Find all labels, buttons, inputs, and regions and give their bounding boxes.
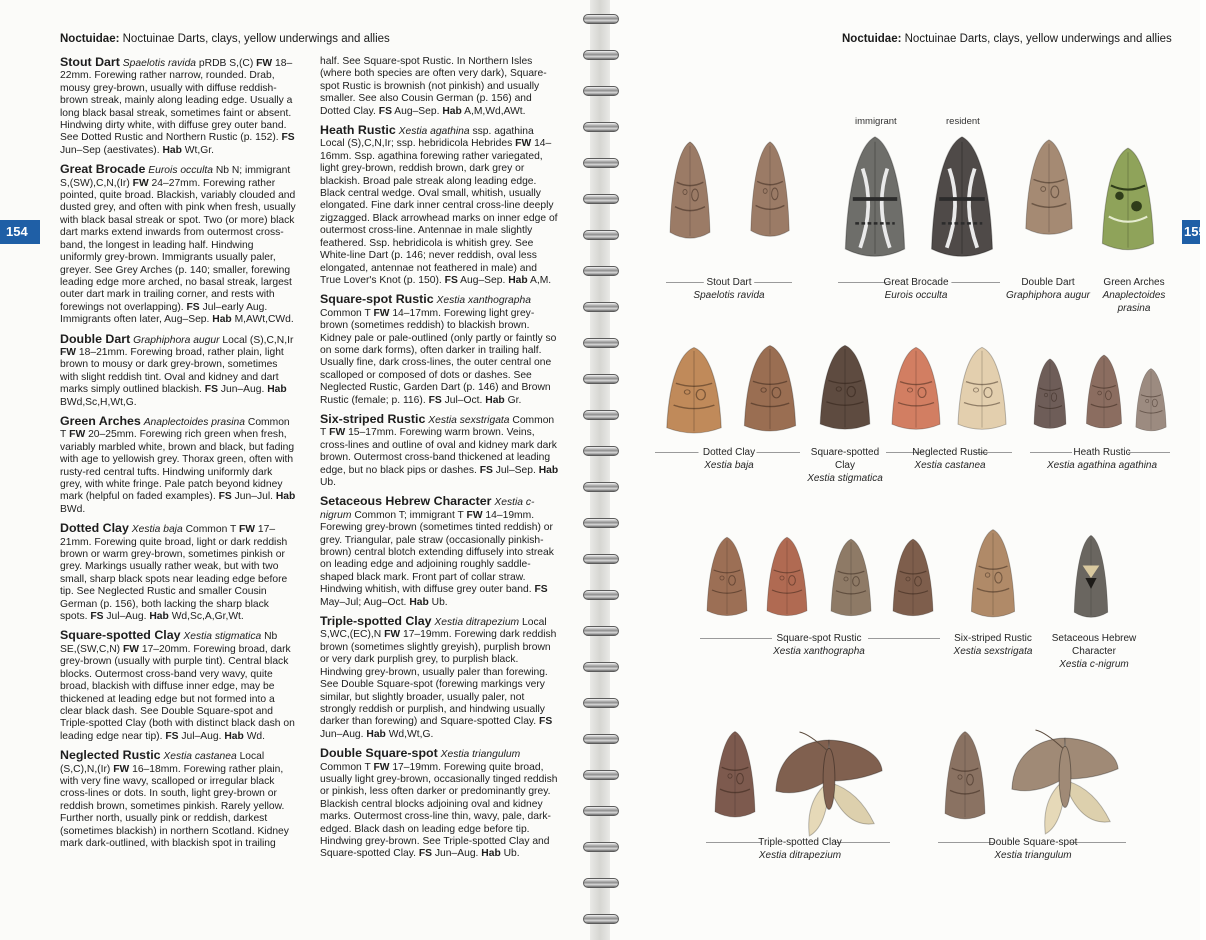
- hab-label: Hab: [366, 728, 386, 740]
- habitat: BWd.: [60, 503, 86, 515]
- habitat: A,M,Wd,AWt.: [464, 105, 526, 117]
- species-description: 17–19mm. Forewing dark reddish brown (sometimes slightly greyish), purplish brown or very dark purplish grey, to purplish black. Hindwing grey-brown, usually paler than forewing. See Double Square-spot (forewing markings very similar, but slightly broader, usually paler, not strongly reddish or purplish, and hindwing usually darker than forewing) and Square-spotted Clay.: [320, 629, 557, 728]
- moth-setaceous-hebrew-character: [1070, 532, 1112, 624]
- running-head-subtitle: Noctuinae Darts, clays, yellow underwings and allies: [122, 33, 390, 45]
- binding-ring: [583, 158, 619, 168]
- species-status: Common T: [60, 416, 290, 441]
- species-description: 14–19mm. Forewing grey-brown (sometimes tinted reddish) or grey. Triangular, pale straw (occasionally pinkish-brown) central blotch extending diffusely into streak on leading edge and adjoining roughly saddle-shaped black mark. Front part of collar straw. Hindwing whitish, with diffuse grey outer band.: [320, 509, 554, 596]
- caption-latin: Xestia agathina agathina: [1046, 460, 1158, 471]
- species-status: Local (S),C,N,Ir: [222, 334, 294, 346]
- species-entry: [320, 747, 560, 861]
- species-latin-name: Xestia baja: [131, 524, 183, 536]
- flight-season: Aug–Sep.: [460, 274, 506, 286]
- caption-triple-spotted-clay: [738, 836, 862, 862]
- binding-ring: [583, 50, 619, 60]
- caption-latin: Graphiphora augur: [1006, 290, 1090, 301]
- habitat: Wd,Wt,G.: [388, 728, 434, 740]
- moth-stout-dart: [746, 138, 794, 244]
- fw-label: FW: [69, 429, 86, 441]
- binding-ring: [583, 482, 619, 492]
- species-status: Local (S,C),N,(Ir): [60, 751, 265, 775]
- hab-label: Hab: [267, 384, 287, 396]
- binding-ring: [583, 194, 619, 204]
- form-label-immigrant: immigrant: [855, 116, 897, 127]
- species-status: Common T: [320, 761, 371, 773]
- flight-season: May–Jul; Aug–Oct.: [320, 596, 407, 608]
- binding-ring: [583, 590, 619, 600]
- binding-ring: [583, 626, 619, 636]
- species-name: Stout Dart: [60, 55, 120, 69]
- caption-latin: Xestia sexstrigata: [953, 646, 1033, 657]
- fw-label: FW: [373, 761, 390, 773]
- caption-name: Setaceous Hebrew Character: [1051, 633, 1137, 657]
- moth-square-spot-rustic: [888, 536, 938, 622]
- species-entry: [60, 56, 296, 157]
- fs-label: FS: [479, 464, 493, 476]
- species-latin-name: Xestia triangulum: [440, 749, 521, 761]
- species-name: Green Arches: [60, 413, 141, 428]
- species-entry: [60, 415, 296, 516]
- species-latin-name: Graphiphora augur: [133, 334, 220, 346]
- species-name: Double Square-spot: [320, 746, 438, 761]
- species-description: 17–20mm. Forewing broad, dark grey-brown (usually with purple tint). Central black blocks. Outermost cross-band very wavy, quite broad, blackish with diffuse inner edge, may be thickened at leading edge but not formed into a clear black dash. See Double Square-spot and Triple-spotted Clay (both with distinct black dash on leading edge near tip).: [60, 643, 295, 742]
- habitat: Gr.: [507, 394, 522, 406]
- caption-latin: Xestia stigmatica: [807, 473, 883, 484]
- hab-label: Hab: [224, 730, 244, 742]
- species-latin-name: Anaplectoides prasina: [143, 416, 246, 428]
- binding-ring: [583, 662, 619, 672]
- species-status: Nb N; immigrant S,(SW),C,N,(Ir): [60, 165, 291, 189]
- moth-double-dart: [1020, 136, 1078, 242]
- binding-ring: [583, 806, 619, 816]
- caption-double-dart: [1000, 276, 1096, 302]
- binding-ring: [583, 122, 619, 132]
- hab-label: Hab: [485, 394, 505, 406]
- running-head-family: Noctuidae:: [60, 33, 120, 45]
- species-latin-name: Xestia agathina: [398, 126, 470, 138]
- habitat: BWd,Sc,H,Wt,G.: [60, 396, 137, 408]
- binding-ring: [583, 230, 619, 240]
- caption-name: Square-spotted Clay: [810, 447, 880, 471]
- page-number-tab-left: 154: [0, 220, 40, 244]
- species-description: 18–21mm. Forewing broad, rather plain, light brown to mousy or dark grey-brown, sometimes with slight reddish tint. Oval and kidney and dart marks simply outlined blackish.: [60, 346, 284, 396]
- species-name: Six-striped Rustic: [320, 411, 426, 426]
- hab-label: Hab: [442, 105, 462, 117]
- running-head-subtitle: Noctuinae Darts, clays, yellow underwings and allies: [904, 33, 1172, 45]
- species-entry: [320, 293, 560, 407]
- species-name: Double Dart: [60, 331, 131, 346]
- species-entry: [60, 629, 296, 743]
- species-name: Neglected Rustic: [60, 748, 161, 763]
- fs-label: FS: [378, 105, 392, 117]
- moth-green-arches: [1096, 144, 1160, 258]
- species-entry: [60, 749, 296, 850]
- binding-ring: [583, 554, 619, 564]
- species-description: 17–21mm. Forewing quite broad, light or dark reddish brown or warm grey-brown, sometimes pinkish or grey. Markings usually rather weak, but with two small, sharp black spots near leading edge before tip. See Neglected Rustic and smaller Cousin German (p. 156), both lacking the sharp black spots.: [60, 524, 288, 623]
- caption-latin: Spaelotis ravida: [693, 290, 765, 301]
- moth-square-spotted-clay: [814, 342, 876, 436]
- caption-latin: Xestia c-nigrum: [1059, 659, 1129, 670]
- caption-latin: Eurois occulta: [884, 290, 948, 301]
- caption-name: Triple-spotted Clay: [758, 837, 842, 848]
- caption-latin: Xestia castanea: [914, 460, 986, 471]
- species-status: ssp. agathina Local (S),C,N,Ir; ssp. hebridicola Hebrides: [320, 126, 534, 150]
- binding-ring: [583, 878, 619, 888]
- species-description: 18–22mm. Forewing rather narrow, rounded. Drab, mousy grey-brown, usually with diffuse reddish-brown streak, mainly along leading edge. Usually a long black basal streak, sometimes faint or absent. Hindwing dirty white, with diffuse grey outer band. See Dotted Rustic and Northern Rustic (p. 152).: [60, 58, 293, 144]
- flight-season: Jul–early Aug. Immigrants often later, Aug–Sep.: [60, 301, 268, 326]
- hab-label: Hab: [409, 596, 429, 608]
- species-entry: [320, 56, 560, 118]
- moth-square-spot-rustic: [762, 534, 812, 622]
- moth-great-brocade-immigrant: [838, 132, 912, 266]
- page-number-tab-right: 155: [1182, 220, 1200, 244]
- species-description: 24–27mm. Forewing rather pointed, quite broad. Blackish, variably clouded and dusted grey, and often with pink when fresh, usually with black basal streak or spot. Two (or more) black dart marks extend inwards from outermost cross-band, the longest in leading half. Hindwing uniformly grey-brown. Immigrants usually paler, greyer. See Grey Arches (p. 140; smaller, forewing leading edge more arched, no basal streak, largest outer dart mark in trailing corner, and rests with forewings not overlapping).: [60, 177, 296, 313]
- fw-label: FW: [373, 307, 390, 319]
- fw-label: FW: [329, 427, 346, 439]
- caption-name: Dotted Clay: [702, 447, 756, 458]
- fs-label: FS: [428, 394, 442, 406]
- caption-name: Green Arches: [1103, 277, 1165, 288]
- flight-season: Jul–Aug.: [181, 730, 222, 742]
- caption-double-square-spot: [970, 836, 1096, 862]
- species-entry: [320, 413, 560, 489]
- fw-label: FW: [384, 629, 401, 641]
- fs-label: FS: [444, 274, 458, 286]
- caption-square-spotted-clay: [806, 446, 884, 485]
- caption-six-striped-rustic: [948, 632, 1038, 658]
- fw-label: FW: [60, 346, 77, 358]
- moth-heath-rustic: [1030, 356, 1070, 434]
- species-entry: [320, 495, 560, 609]
- caption-neglected-rustic: [896, 446, 1004, 472]
- species-latin-name: Xestia castanea: [163, 751, 237, 763]
- caption-name: Square-spot Rustic: [776, 633, 862, 644]
- species-description: 16–18mm. Forewing rather plain, with very fine wavy, scalloped or irregular black cross-lines or dots. In south, light grey-brown or reddish brown, sometimes pinkish. Rarely yellow. Further north, usually pink or reddish, darkest (sometimes blackish) in northern Scotland. Kidney mark dark-outlined, with blackish spot in trailing: [60, 763, 289, 849]
- species-status: Common T: [185, 524, 237, 536]
- hab-label: Hab: [149, 611, 169, 623]
- fw-label: FW: [132, 177, 149, 189]
- moth-neglected-rustic: [886, 344, 946, 436]
- moth-stout-dart: [665, 138, 715, 246]
- habitat: Wd,Sc,A,Gr,Wt.: [171, 611, 244, 623]
- binding-ring: [583, 770, 619, 780]
- species-name: Triple-spotted Clay: [320, 614, 432, 629]
- species-name: Great Brocade: [60, 162, 146, 177]
- flight-season: Aug–Sep.: [394, 105, 440, 117]
- caption-name: Heath Rustic: [1073, 447, 1131, 458]
- binding-ring: [583, 734, 619, 744]
- fs-label: FS: [534, 584, 548, 596]
- fs-label: FS: [418, 848, 433, 860]
- caption-heath-rustic: [1038, 446, 1166, 472]
- caption-name: Double Dart: [1021, 277, 1075, 288]
- species-latin-name: Eurois occulta: [148, 165, 213, 177]
- flight-season: Jul–Aug.: [106, 611, 147, 623]
- fs-label: FS: [165, 730, 179, 742]
- fw-label: FW: [466, 509, 483, 521]
- species-text-column-2: [320, 56, 560, 867]
- moth-neglected-rustic: [952, 344, 1012, 436]
- caption-name: Great Brocade: [883, 277, 949, 288]
- flight-season: Jun–Aug.: [220, 384, 265, 396]
- species-description: 14–17mm. Forewing light grey-brown (sometimes reddish) to blackish brown. Kidney pale or pale-outlined (only partly or faintly so on some dark forms), often darker in trailing half. Usually fine, dark cross-lines, the outer central one scalloped or composed of dots or dashes. See Neglected Rustic, Garden Dart (p. 146) and Brown Rustic (female; p. 116).: [320, 307, 557, 406]
- species-description: 14–16mm. Ssp. agathina forewing rather variegated, light grey-brown, reddish brown, dark grey or blackish. Broad pale streak along leading edge. Black central wedge. Oval small, whitish, usually elongated. Fine dark inner central cross-line deeply zigzagged. Black arrowhead marks on inner edge of outermost cross-line. Antennae in male slightly feathered. Ssp. hebridicola is whitish grey. See White-line Dart (p. 146; never reddish, oval less elongated, antennae not feathered in male) and True Lover's Knot (p. 150).: [320, 138, 558, 286]
- habitat: Ub.: [431, 596, 448, 608]
- habitat: Wd.: [246, 730, 265, 742]
- hab-label: Hab: [212, 314, 232, 326]
- fs-label: FS: [186, 301, 200, 313]
- species-status: Common T: [320, 414, 555, 439]
- hab-label: Hab: [275, 491, 296, 503]
- moth-heath-rustic: [1132, 366, 1170, 436]
- fw-label: FW: [113, 763, 130, 775]
- species-description: half. See Square-spot Rustic. In Northern Isles (where both species are often very dark), Square-spot Rustic is brownish (not pinkish) and usually smaller. See also Cousin German (p. 156) and Dotted Clay.: [320, 56, 547, 117]
- species-status: Common T: [320, 307, 371, 319]
- species-name: Setaceous Hebrew Character: [320, 494, 492, 509]
- caption-green-arches: [1092, 276, 1176, 315]
- fs-label: FS: [539, 716, 553, 728]
- caption-latin: Xestia baja: [704, 460, 754, 471]
- species-entry: [320, 615, 560, 741]
- caption-stout-dart: [666, 276, 792, 302]
- binding-ring: [583, 266, 619, 276]
- habitat: Ub.: [320, 477, 337, 488]
- species-description: 15–17mm. Forewing warm brown. Veins, cross-lines and outline of oval and kidney mark dark brown. Outermost cross-band thickened at leading edge, but no black pips or dashes.: [320, 427, 557, 476]
- habitat: A,M.: [529, 274, 552, 286]
- species-latin-name: Xestia sexstrigata: [428, 414, 510, 426]
- fs-label: FS: [281, 132, 295, 144]
- species-latin-name: Xestia stigmatica: [183, 631, 262, 643]
- form-label-resident: resident: [946, 116, 980, 127]
- flight-season: Jul–Sep.: [495, 464, 536, 476]
- binding-ring: [583, 338, 619, 348]
- moth-double-square-spot-spread: [1006, 728, 1124, 840]
- fs-label: FS: [204, 384, 218, 396]
- moth-square-spot-rustic: [702, 534, 752, 622]
- species-entry: [60, 333, 296, 409]
- fs-label: FS: [218, 491, 232, 503]
- species-latin-name: Xestia ditrapezium: [434, 617, 520, 629]
- moth-triple-spotted-clay-spread: [770, 730, 888, 842]
- species-status: pRDB S,(C): [198, 58, 254, 69]
- moth-six-striped-rustic: [966, 526, 1020, 624]
- species-status: Common T; immigrant T: [354, 509, 464, 521]
- binding-ring: [583, 446, 619, 456]
- species-latin-name: Spaelotis ravida: [122, 58, 197, 69]
- habitat: Wt,Gr.: [184, 144, 214, 156]
- caption-name: Six-striped Rustic: [954, 633, 1032, 644]
- moth-great-brocade-resident: [924, 132, 1000, 266]
- binding-ring: [583, 518, 619, 528]
- caption-latin: Xestia triangulum: [994, 850, 1072, 861]
- binding-ring: [583, 302, 619, 312]
- species-latin-name: Xestia xanthographa: [436, 295, 531, 307]
- fw-label: FW: [256, 58, 273, 69]
- hab-label: Hab: [481, 848, 501, 860]
- species-entry: [60, 522, 296, 623]
- moth-square-spot-rustic: [826, 536, 876, 622]
- binding-ring: [583, 698, 619, 708]
- flight-season: Jul–Oct.: [444, 394, 483, 406]
- hab-label: Hab: [508, 274, 528, 286]
- caption-latin: Xestia xanthographa: [773, 646, 865, 657]
- binding-ring: [583, 14, 619, 24]
- fw-label: FW: [239, 524, 256, 536]
- moth-heath-rustic: [1082, 352, 1126, 434]
- species-status: Nb SE,(SW,C,N): [60, 631, 278, 655]
- species-name: Square-spotted Clay: [60, 628, 181, 643]
- moth-dotted-clay: [660, 344, 728, 440]
- running-head-family: Noctuidae:: [842, 33, 902, 45]
- binding-ring: [583, 914, 619, 924]
- moth-dotted-clay: [738, 342, 802, 438]
- flight-season: Jun–Sep (aestivates).: [60, 144, 160, 156]
- moth-double-square-spot: [940, 728, 990, 826]
- caption-name: Double Square-spot: [988, 837, 1078, 848]
- fw-label: FW: [122, 643, 139, 655]
- fs-label: FS: [90, 611, 104, 623]
- caption-dotted-clay: [672, 446, 786, 472]
- species-entry: [320, 124, 560, 287]
- flight-season: Jun–Aug.: [434, 848, 479, 860]
- caption-setaceous-hebrew: [1048, 632, 1140, 671]
- flight-season: Jun–Jul.: [234, 491, 273, 503]
- caption-latin: Anaplectoides prasina: [1102, 290, 1166, 314]
- habitat: Ub.: [503, 848, 520, 860]
- species-description: 20–25mm. Forewing rich green when fresh, variably marbled white, brown and black, but fading with age to yellowish grey. Thorax green, often with rusty-red central tufts. Hindwing uniformly dark grey, with white fringe. Pale patch beyond kidney mark (helpful on faded examples).: [60, 429, 295, 503]
- caption-latin: Xestia ditrapezium: [758, 850, 842, 861]
- species-entry: [60, 163, 296, 326]
- running-head-left: [60, 32, 390, 46]
- species-name: Heath Rustic: [320, 123, 396, 138]
- species-status: Local S,WC,(EC),N: [320, 617, 547, 641]
- species-description: 17–19mm. Forewing quite broad, usually light grey-brown, occasionally tinged reddish or pinkish, less often darker or predominantly grey. Blackish central blocks adjoining oval and kidney marks. Outermost cross-line thin, wavy, pale, dark-edged. Black dash on leading edge before tip. Hindwing grey-brown. See Triple-spotted Clay and Square-spotted Clay.: [320, 761, 558, 860]
- moth-triple-spotted-clay: [710, 728, 760, 824]
- binding-ring: [583, 374, 619, 384]
- species-name: Dotted Clay: [60, 521, 129, 536]
- flight-season: Jun–Aug.: [320, 728, 364, 740]
- caption-square-spot-rustic: [744, 632, 894, 658]
- caption-great-brocade: [852, 276, 980, 302]
- running-head-right: [842, 32, 1172, 46]
- binding-gutter: [590, 0, 610, 940]
- binding-ring: [583, 410, 619, 420]
- species-name: Square-spot Rustic: [320, 292, 434, 307]
- habitat: M,AWt,CWd.: [234, 314, 294, 326]
- binding-ring: [583, 86, 619, 96]
- species-latin-name: Xestia c-nigrum: [320, 497, 535, 521]
- species-text-column-1: [60, 56, 296, 856]
- caption-name: Neglected Rustic: [912, 447, 988, 458]
- caption-name: Stout Dart: [706, 277, 752, 288]
- fw-label: FW: [515, 138, 532, 150]
- binding-ring: [583, 842, 619, 852]
- hab-label: Hab: [538, 464, 559, 476]
- hab-label: Hab: [162, 144, 182, 156]
